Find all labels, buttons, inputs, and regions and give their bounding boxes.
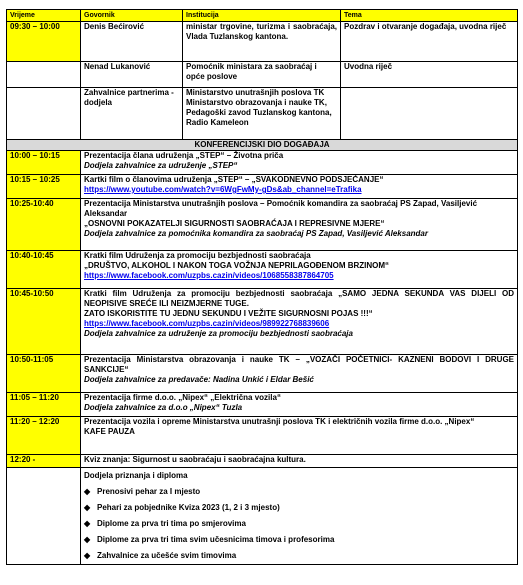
session-row	[7, 251, 518, 289]
session-line: „DRUŠTVO, ALKOHOL I NAKON TOGA VOŽNJA NEPRILAGOĐENOM BRZINOM“	[84, 261, 390, 270]
section-title: KONFERENCIJSKI DIO DOGAĐAJA	[7, 140, 518, 151]
opening-institution	[183, 88, 341, 140]
session-time: 10:25-10:40	[7, 199, 81, 251]
diamond-bullet-icon: ◆	[84, 535, 91, 544]
opening-institution-text: Ministarstvo unutrašnjih poslova TK Ministarstvo obrazovanja i nauke TK, Pedagoški zavod Tuzlanskog kantona, Radio Kameleon	[186, 88, 332, 127]
opening-row	[7, 62, 518, 88]
session-row	[7, 175, 518, 199]
awards-time	[7, 468, 81, 565]
session-row	[7, 455, 518, 468]
awards-item	[84, 484, 514, 500]
coffee-break: KAFE PAUZA	[84, 427, 135, 436]
awards-item-label: Pehari za pobjednike Kviza 2023 (1, 2 i 3 mjesto)	[97, 503, 280, 512]
session-award-note: Dodjela zahvalnice za d.o.o „Nipex“ Tuzla	[84, 403, 243, 412]
diamond-bullet-icon: ◆	[84, 487, 91, 496]
opening-row	[7, 88, 518, 140]
awards-item-label: Diplome za prva tri tima po smjerovima	[97, 519, 246, 528]
session-content	[81, 199, 518, 251]
session-line: Prezentacija firme d.o.o. „Nipex“ „Električna vozila“	[84, 393, 281, 402]
header-institution: Institucija	[183, 10, 341, 22]
session-content	[81, 355, 518, 393]
session-line: Prezentacija vozila i opreme Ministarstva unutrašnji poslova TK i električnih vozila firme d.o.o. „Nipex“	[84, 417, 475, 426]
awards-item-label: Prenosivi pehar za I mjesto	[97, 487, 201, 496]
header-speaker: Govornik	[81, 10, 183, 22]
awards-item	[84, 532, 514, 548]
awards-row	[7, 468, 518, 565]
session-content	[81, 151, 518, 175]
video-link[interactable]: https://www.facebook.com/uzpbs.cazin/videos/989922768839606	[84, 319, 330, 328]
session-time: 12:20 -	[7, 455, 81, 468]
video-link[interactable]: https://www.youtube.com/watch?v=6WgFwMy-gDs&ab_channel=eTrafika	[84, 185, 362, 194]
diamond-bullet-icon: ◆	[84, 551, 91, 560]
session-content	[81, 417, 518, 455]
session-content	[81, 175, 518, 199]
awards-item-label: Zahvalnice za učešće svim timovima	[97, 551, 237, 560]
session-row	[7, 151, 518, 175]
header-topic: Tema	[341, 10, 518, 22]
header-row	[7, 10, 518, 22]
opening-speaker: Denis Bećirović	[81, 22, 183, 62]
opening-time	[7, 62, 81, 88]
opening-topic	[341, 88, 518, 140]
opening-topic: Uvodna riječ	[341, 62, 518, 88]
session-time: 10:40-10:45	[7, 251, 81, 289]
session-time: 10:00 – 10:15	[7, 151, 81, 175]
opening-time: 09:30 – 10:00	[7, 22, 81, 62]
awards-item	[84, 548, 514, 564]
session-time: 10:45-10:50	[7, 289, 81, 355]
session-award-note: Dodjela zahvalnice za pomoćnika komandira za saobraćaj PS Zapad, Vasiljević Aleksandar	[84, 229, 428, 238]
awards-item	[84, 500, 514, 516]
session-content	[81, 393, 518, 417]
session-time: 11:20 – 12:20	[7, 417, 81, 455]
session-line: „OSNOVNI POKAZATELJI SIGURNOSTI SAOBRAĆAJA I REPRESIVNE MJERE“	[84, 219, 385, 228]
diamond-bullet-icon: ◆	[84, 519, 91, 528]
session-award-note: Dodjela zahvalnice za udruženje za promociju bezbjednosti saobraćaja	[84, 329, 353, 338]
diamond-bullet-icon: ◆	[84, 503, 91, 512]
video-link[interactable]: https://www.facebook.com/uzpbs.cazin/videos/1068558387864705	[84, 271, 334, 280]
session-line: Kviz znanja: Sigurnost u saobraćaju i saobraćajna kultura.	[84, 455, 306, 464]
opening-speaker: Nenad Lukanović	[81, 62, 183, 88]
opening-institution: Pomoćnik ministara za saobraćaj i opće poslove	[183, 62, 341, 88]
agenda-table	[6, 9, 518, 565]
awards-list	[84, 484, 514, 564]
awards-title: Dodjela priznanja i diploma	[84, 471, 188, 480]
opening-time	[7, 88, 81, 140]
awards-content	[81, 468, 518, 565]
session-content	[81, 289, 518, 355]
session-award-note: Dodjela zahvalnice za udruženje „STEP“	[84, 161, 238, 170]
opening-institution: ministar trgovine, turizma i saobraćaja, Vlada Tuzlanskog kantona.	[183, 22, 341, 62]
session-line: Prezentacija člana udruženja „STEP“ – Životna priča	[84, 151, 284, 160]
session-award-note: Dodjela zahvalnice za predavače: Nadina Unkić i Eldar Bešić	[84, 375, 314, 384]
awards-item	[84, 516, 514, 532]
awards-item-label: Diplome za prva tri tima svim učesnicima timova i profesorima	[97, 535, 335, 544]
session-line: Prezentacija Ministarstva obrazovanja i nauke TK – „VOZAČI POČETNICI- KAZNENI BODOVI I DRUGE SANKCIJE“	[84, 355, 514, 374]
session-line: ZATO ISKORISTITE TU JEDNU SEKUNDU I VEŽITE SIGURNOSNI POJAS !!!“	[84, 309, 373, 318]
session-row	[7, 417, 518, 455]
session-line: Kratki film Udruženja za promociju bezbjednosti saobraćaja „SAMO JEDNA SEKUNDA VAS DIJELI OD NEOPISIVE SREĆE ILI NEIZMJERNE TUGE.	[84, 289, 514, 308]
session-row	[7, 393, 518, 417]
session-row	[7, 355, 518, 393]
section-row	[7, 140, 518, 151]
opening-row	[7, 22, 518, 62]
header-time: Vrijeme	[7, 10, 81, 22]
session-line: Kartki film o članovima udruženja „STEP“ – „SVAKODNEVNO PODSJEĆANJE“	[84, 175, 384, 184]
session-time: 10:15 – 10:25	[7, 175, 81, 199]
opening-speaker: Zahvalnice partnerima - dodjela	[81, 88, 183, 140]
session-time: 11:05 – 11:20	[7, 393, 81, 417]
session-line: Kratki film Udruženja za promociju bezbjednosti saobraćaja	[84, 251, 311, 260]
session-content	[81, 251, 518, 289]
session-row	[7, 199, 518, 251]
session-row	[7, 289, 518, 355]
session-line: Prezentacija Ministarstva unutrašnjih poslova – Pomoćnik komandira za saobraćaj PS Zapad, Vasiljević Aleksandar	[84, 199, 478, 218]
session-time: 10:50-11:05	[7, 355, 81, 393]
session-content	[81, 455, 518, 468]
opening-topic: Pozdrav i otvaranje događaja, uvodna riječ	[341, 22, 518, 62]
